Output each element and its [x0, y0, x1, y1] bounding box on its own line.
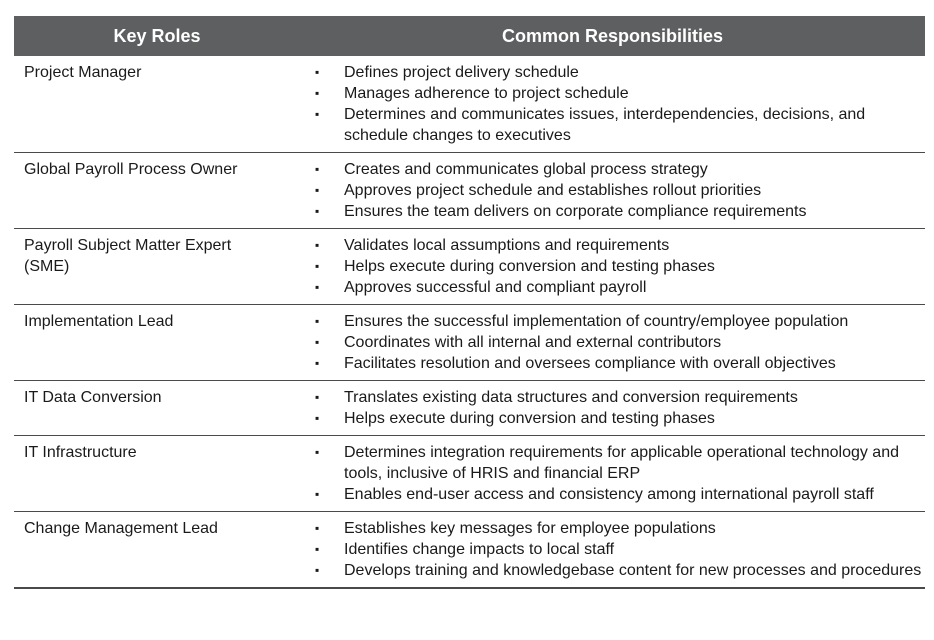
- list-item-text: Develops training and knowledgebase content for new processes and procedures: [344, 562, 922, 579]
- bullet-icon: ▪: [315, 411, 320, 425]
- list-item: [315, 256, 925, 277]
- role-cell: Project Manager: [24, 64, 142, 81]
- list-item-text: Determines integration requirements for applicable operational technology and tools, inclusive of HRIS and financial ERP: [344, 444, 899, 482]
- table-header-row: [14, 16, 925, 56]
- list-item: [315, 201, 925, 222]
- responsibilities-cell: [300, 56, 925, 152]
- table-row: [14, 56, 925, 153]
- list-item: [315, 104, 925, 146]
- list-item-text: Approves successful and compliant payroll: [344, 279, 647, 296]
- responsibilities-cell: [300, 305, 925, 380]
- list-item-text: Enables end-user access and consistency among international payroll staff: [344, 486, 874, 503]
- list-item: [315, 484, 925, 505]
- list-item-text: Establishes key messages for employee populations: [344, 520, 716, 537]
- bullet-icon: ▪: [315, 390, 320, 404]
- bullet-icon: ▪: [315, 487, 320, 501]
- bullet-icon: ▪: [315, 259, 320, 273]
- bullet-icon: ▪: [315, 204, 320, 218]
- bullet-icon: ▪: [315, 445, 320, 459]
- list-item: [315, 560, 925, 581]
- list-item: [315, 235, 925, 256]
- responsibilities-cell: [300, 512, 925, 587]
- list-item-text: Ensures the team delivers on corporate compliance requirements: [344, 203, 807, 220]
- list-item: [315, 159, 925, 180]
- table-row: [14, 153, 925, 229]
- responsibilities-cell: [300, 153, 925, 228]
- table-row: [14, 512, 925, 589]
- list-item: [315, 442, 925, 484]
- bullet-icon: ▪: [315, 335, 320, 349]
- bullet-icon: ▪: [315, 162, 320, 176]
- responsibilities-cell: [300, 436, 925, 511]
- role-cell: Change Management Lead: [24, 520, 218, 537]
- list-item-text: Determines and communicates issues, interdependencies, decisions, and schedule changes to executives: [344, 106, 866, 144]
- bullet-icon: ▪: [315, 107, 320, 121]
- roles-responsibilities-table: [14, 16, 925, 589]
- header-key-roles: Key Roles: [113, 25, 201, 46]
- bullet-icon: ▪: [315, 280, 320, 294]
- role-cell: Global Payroll Process Owner: [24, 161, 238, 178]
- list-item: [315, 387, 925, 408]
- list-item-text: Facilitates resolution and oversees compliance with overall objectives: [344, 355, 836, 372]
- table-row: [14, 436, 925, 512]
- list-item-text: Validates local assumptions and requirements: [344, 237, 670, 254]
- table-row: [14, 381, 925, 436]
- bullet-icon: ▪: [315, 238, 320, 252]
- table-row: [14, 305, 925, 381]
- list-item: [315, 518, 925, 539]
- role-cell: IT Data Conversion: [24, 389, 162, 406]
- list-item-text: Helps execute during conversion and testing phases: [344, 410, 715, 427]
- list-item-text: Coordinates with all internal and external contributors: [344, 334, 722, 351]
- list-item-text: Helps execute during conversion and testing phases: [344, 258, 715, 275]
- bullet-icon: ▪: [315, 314, 320, 328]
- list-item-text: Creates and communicates global process strategy: [344, 161, 708, 178]
- bullet-icon: ▪: [315, 183, 320, 197]
- list-item-text: Approves project schedule and establishes rollout priorities: [344, 182, 762, 199]
- bullet-icon: ▪: [315, 542, 320, 556]
- bullet-icon: ▪: [315, 356, 320, 370]
- list-item: [315, 83, 925, 104]
- table-row: [14, 229, 925, 305]
- list-item: [315, 408, 925, 429]
- list-item-text: Translates existing data structures and conversion requirements: [344, 389, 798, 406]
- role-cell: IT Infrastructure: [24, 444, 137, 461]
- role-cell: Payroll Subject Matter Expert (SME): [24, 237, 232, 275]
- list-item: [315, 62, 925, 83]
- bullet-icon: ▪: [315, 86, 320, 100]
- list-item-text: Defines project delivery schedule: [344, 64, 579, 81]
- list-item-text: Identifies change impacts to local staff: [344, 541, 615, 558]
- header-common-responsibilities: Common Responsibilities: [501, 25, 724, 46]
- list-item: [315, 311, 925, 332]
- responsibilities-cell: [300, 229, 925, 304]
- list-item: [315, 332, 925, 353]
- role-cell: Implementation Lead: [24, 313, 174, 330]
- responsibilities-cell: [300, 381, 925, 435]
- list-item: [315, 539, 925, 560]
- list-item-text: Manages adherence to project schedule: [344, 85, 629, 102]
- list-item: [315, 180, 925, 201]
- list-item: [315, 277, 925, 298]
- bullet-icon: ▪: [315, 65, 320, 79]
- bullet-icon: ▪: [315, 563, 320, 577]
- list-item-text: Ensures the successful implementation of country/employee population: [344, 313, 849, 330]
- bullet-icon: ▪: [315, 521, 320, 535]
- list-item: [315, 353, 925, 374]
